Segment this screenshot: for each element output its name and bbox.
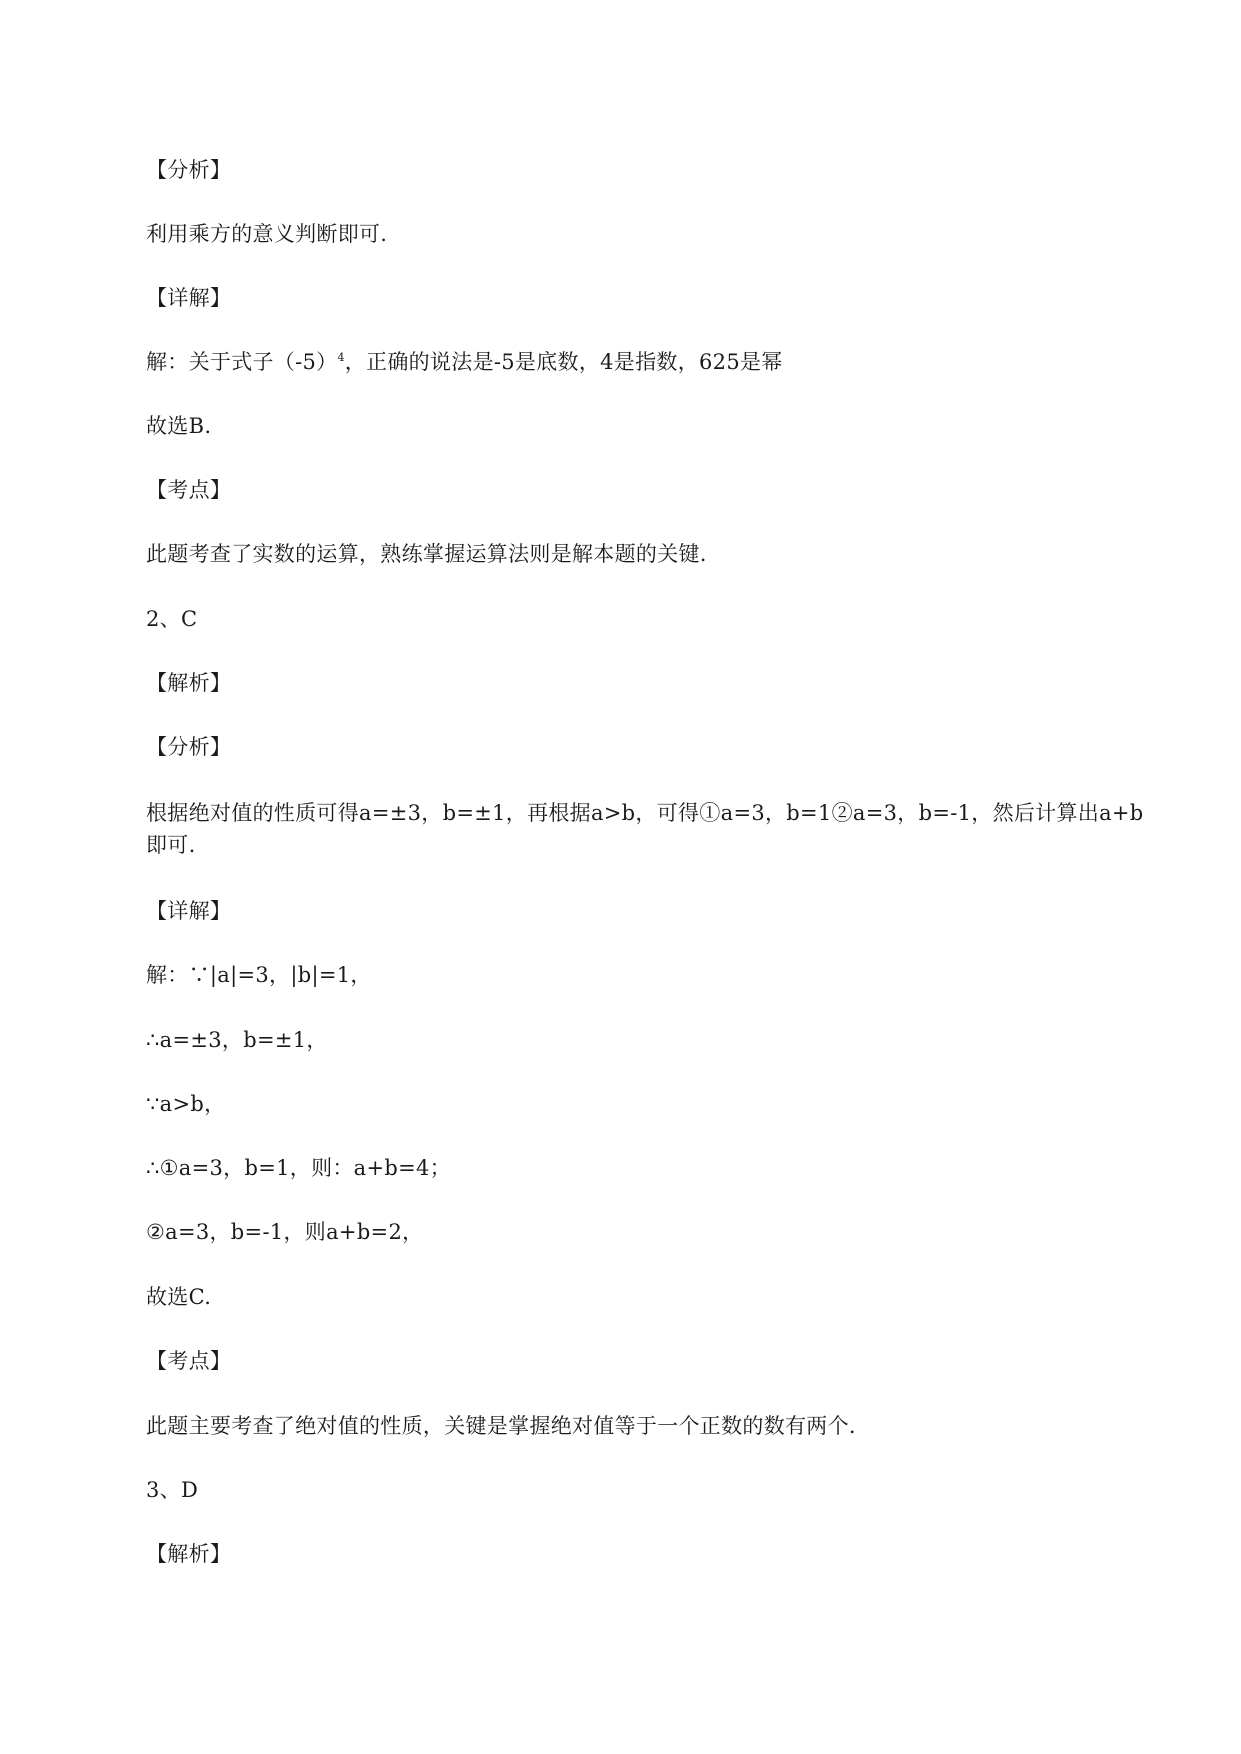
section-heading-analysis: 【分析】 [146,735,232,759]
section-heading-analysis: 【分析】 [146,158,232,182]
solution-line: 解：∵|a|=3，|b|=1， [146,963,372,987]
solution-line: ∴a=±3，b=±1， [146,1028,328,1052]
key-point-text: 此题考查了实数的运算，熟练掌握运算法则是解本题的关键. [146,542,707,566]
solution-line: ②a=3，b=-1，则a+b=2， [146,1220,424,1244]
analysis-text: 利用乘方的意义判断即可. [146,222,388,246]
section-heading-key-point: 【考点】 [146,478,232,502]
solution-text-end: ，正确的说法是-5是底数，4是指数，625是幂 [344,350,783,374]
section-heading-detail: 【详解】 [146,286,232,310]
solution-line: ∵a>b， [146,1092,226,1116]
exponent: 4 [337,351,345,364]
solution-line: ∴①a=3，b=1，则：a+b=4； [146,1156,451,1180]
section-heading-explanation: 【解析】 [146,1542,232,1566]
choice-line: 故选C. [146,1285,212,1309]
solution-line [146,346,783,378]
section-heading-key-point: 【考点】 [146,1349,232,1373]
question-answer: 2、C [146,607,198,631]
section-heading-detail: 【详解】 [146,899,232,923]
analysis-text: 根据绝对值的性质可得a=±3，b=±1，再根据a>b，可得①a=3，b=1②a=3，b=-1，然后计算出a+b即可. [146,801,1144,857]
question-answer: 3、D [146,1478,199,1502]
section-heading-explanation: 【解析】 [146,671,232,695]
choice-line: 故选B. [146,414,212,438]
key-point-text: 此题主要考查了绝对值的性质，关键是掌握绝对值等于一个正数的数有两个. [146,1414,856,1438]
solution-text-start: 解：关于式子（-5） [146,350,338,374]
